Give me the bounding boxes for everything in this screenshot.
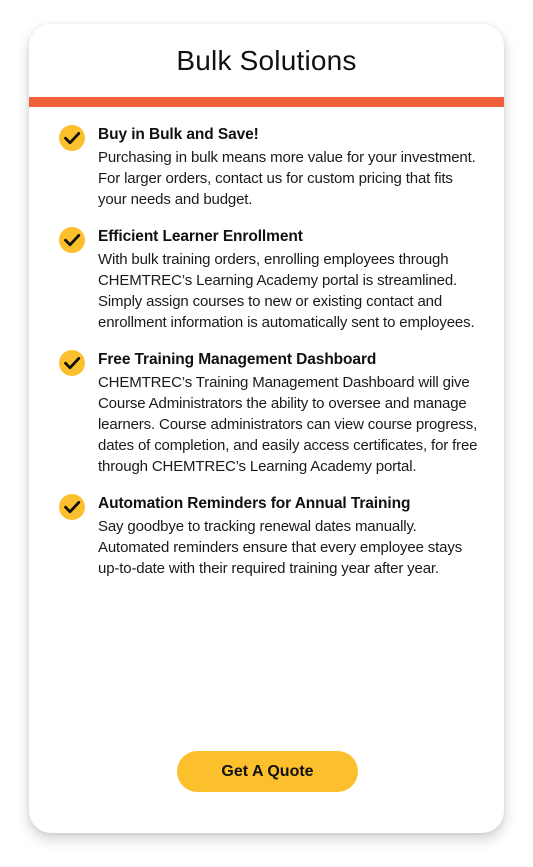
- feature-title: Free Training Management Dashboard: [98, 351, 377, 368]
- checkmark-icon: [59, 227, 85, 253]
- feature-item-buy-in-bulk: [29, 124, 504, 210]
- feature-description: Say goodbye to tracking renewal dates manually. Automated reminders ensure that every employee stays up-to-date with their required training year after year.: [98, 518, 463, 577]
- feature-description: Purchasing in bulk means more value for your investment. For larger orders, contact us for custom pricing that fits your needs and budget.: [98, 149, 476, 208]
- checkmark-icon: [59, 494, 85, 520]
- feature-item-automation-reminders: [29, 493, 504, 579]
- feature-title: Buy in Bulk and Save!: [98, 126, 259, 143]
- feature-title: Automation Reminders for Annual Training: [98, 495, 411, 512]
- feature-description: With bulk training orders, enrolling employees through CHEMTREC’s Learning Academy portal is streamlined. Simply assign courses to new or existing contact and enrollment information is automatically sent to employees.: [98, 251, 475, 331]
- feature-list: [29, 124, 504, 595]
- bulk-solutions-card: [29, 24, 504, 833]
- accent-divider: [29, 97, 504, 107]
- checkmark-icon: [59, 350, 85, 376]
- checkmark-icon: [59, 125, 85, 151]
- get-a-quote-button[interactable]: Get A Quote: [177, 751, 358, 792]
- feature-item-management-dashboard: [29, 349, 504, 477]
- feature-title: Efficient Learner Enrollment: [98, 228, 303, 245]
- feature-item-learner-enrollment: [29, 226, 504, 333]
- feature-description: CHEMTREC’s Training Management Dashboard will give Course Administrators the ability to oversee and manage learners. Course administrators can view course progress, dates of completion, and easily access certificates, for free through CHEMTREC’s Learning Academy portal.: [98, 374, 478, 475]
- card-title: Bulk Solutions: [176, 45, 357, 76]
